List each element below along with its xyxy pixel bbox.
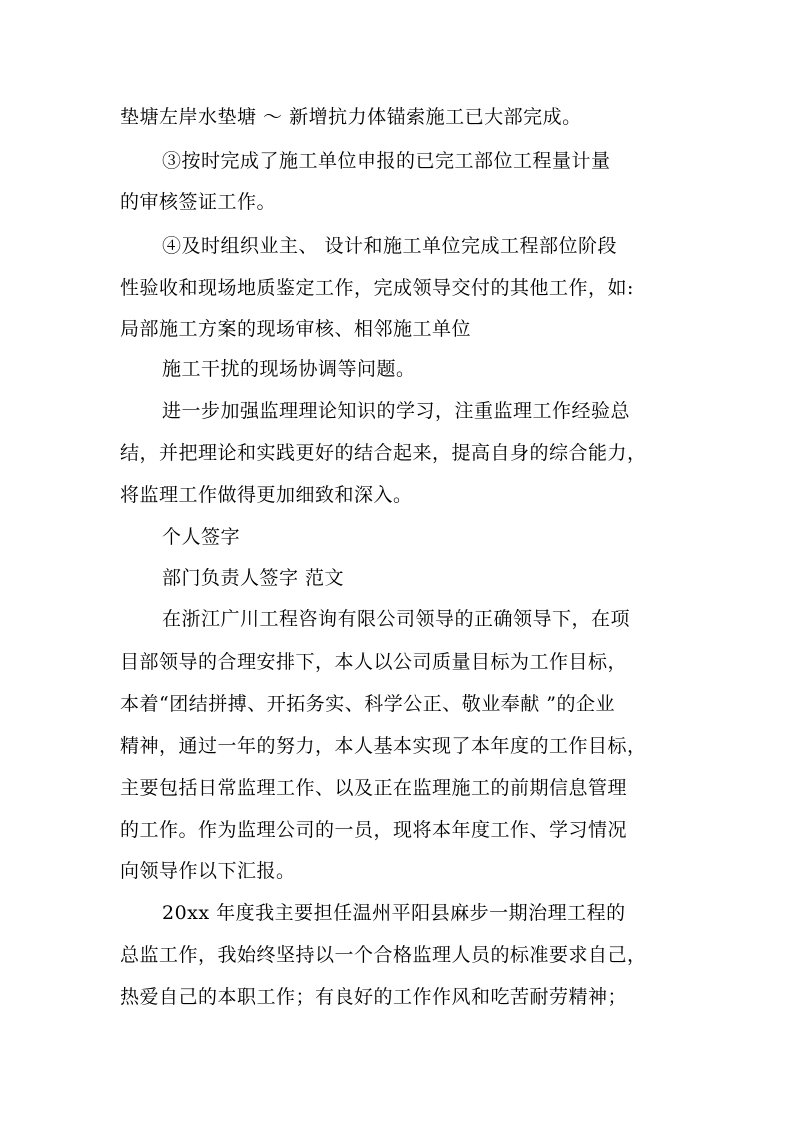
text-line-16: 精神，通过一年的努力，本人基本实现了本年度的工作目标， (120, 735, 647, 757)
text-line-4: ④及时组织业主、 设计和施工单位完成工程部位阶段 (162, 235, 618, 257)
text-line-17: 主要包括日常监理工作、以及正在监理施工的前期信息管理 (120, 777, 628, 799)
text-line-15: 本着“团结拼搏、开拓务实、科学公正、敬业奉献 ”的企业 (120, 693, 615, 715)
text-line-2: ③按时完成了施工单位申报的已完工部位工程量计量 (162, 150, 611, 172)
text-line-18: 的工作。作为监理公司的一员，现将本年度工作、学习情况 (120, 819, 628, 841)
text-line-21: 总监工作，我始终坚持以一个合格监理人员的标准要求自己， (120, 944, 647, 966)
text-line-13: 在浙江广川工程咨询有限公司领导的正确领导下，在项 (162, 608, 631, 630)
text-line-3: 的审核签证工作。 (120, 191, 277, 213)
text-line-9: 结，并把理论和实践更好的结合起来，提高自身的综合能力， (120, 442, 647, 464)
text-line-19: 向领导作以下汇报。 (120, 860, 296, 882)
text-line-14: 目部领导的合理安排下，本人以公司质量目标为工作目标， (120, 651, 628, 673)
signature-label: 个人签字 (162, 526, 241, 548)
text-line-20: 20xx 年度我主要担任温州平阳县麻步一期治理工程的 (162, 902, 626, 924)
text-line-8: 进一步加强监理理论知识的学习，注重监理工作经验总 (162, 400, 631, 422)
text-line-1: 垫塘左岸水垫塘 ～ 新增抗力体锚索施工已大部完成。 (120, 106, 582, 128)
text-line-22: 热爱自己的本职工作；有良好的工作作风和吃苦耐劳精神； (120, 986, 628, 1008)
department-signature-label: 部门负责人签字 范文 (162, 567, 345, 589)
text-line-5: 性验收和现场地质鉴定工作，完成领导交付的其他工作，如: (120, 277, 634, 299)
text-line-10: 将监理工作做得更加细致和深入。 (120, 484, 413, 506)
text-line-7: 施工干扰的现场协调等问题。 (162, 358, 416, 380)
text-line-6: 局部施工方案的现场审核、相邻施工单位 (120, 318, 472, 340)
